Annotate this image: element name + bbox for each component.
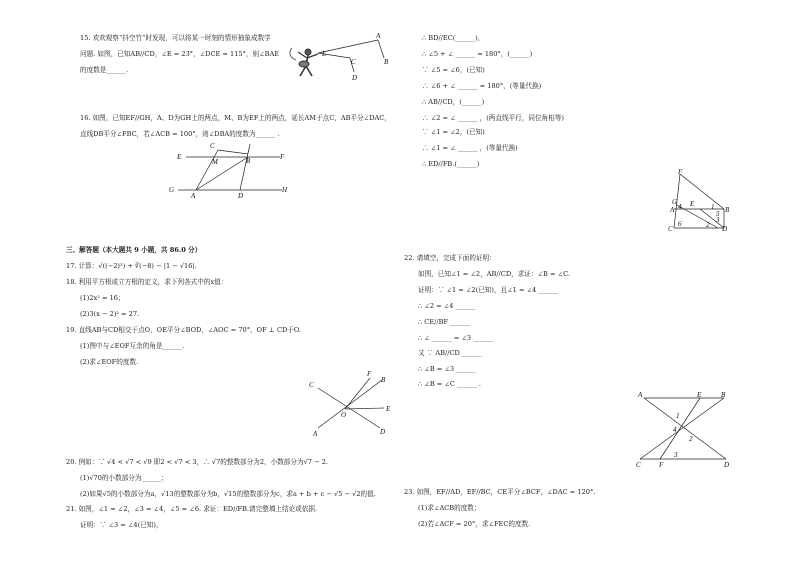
q21-label-2: 2	[706, 221, 710, 229]
q21-label-a: A	[670, 206, 675, 214]
q21-label-4: 4	[678, 203, 682, 211]
q21-label-e: E	[690, 200, 695, 208]
q22-step-6: ∴ ∠B = ∠3 ______	[418, 365, 476, 373]
q16-label-a: A	[191, 192, 196, 200]
q22-label-c: C	[636, 461, 641, 469]
q15-label-d: D	[352, 74, 358, 82]
q22-step-4: ∴ ∠ ______ = ∠3 ______	[418, 334, 494, 342]
q15-line1: 15. 欢欢观察“抖空竹”时发现，可以将某一时刻的情形抽象成数学	[80, 34, 271, 42]
q21-label-1: 1	[711, 203, 715, 211]
q16-label-h: H	[282, 186, 288, 194]
q16-line2: 直线DB平分∠FBC，若∠ACB = 100°，则∠DBA的度数为______ .	[80, 130, 280, 138]
q19-stem: 19. 直线AB与CD相交于点O，OE平分∠BOD，∠AOC = 70°，OF ⊥ CD于O.	[66, 326, 302, 334]
q17: 17. 计算：√((−2)²) + ∛(−8) − |1 − √16|.	[66, 262, 197, 270]
q21-label-b: B	[725, 206, 730, 214]
q16-line1: 16. 如图，已知EF//GH，A、D为GH上的两点，M、B为EF上的两点，延长AM于点C，AB平分∠DAC，	[80, 114, 391, 122]
q18-part1: (1)2x² = 16；	[80, 294, 125, 302]
q15-label-c: C	[351, 58, 356, 66]
q22-step-7: ∴ ∠B = ∠C ______ .	[418, 380, 482, 388]
q22-label-a: A	[638, 391, 643, 399]
q15-label-b: B	[384, 58, 389, 66]
player-illustration	[290, 48, 318, 76]
q21-step-9: ∴ ED//FB.(______)	[422, 160, 480, 168]
q21-label-6: 6	[678, 220, 682, 228]
q16-label-d: D	[238, 192, 244, 200]
q15-line3: 的度数是______.	[80, 66, 129, 74]
q22-step-2: ∴ ∠2 = ∠4 ______	[418, 302, 476, 310]
q21-step-4: ∴ ∠6 + ∠ ______ = 180°，(等量代换)	[422, 82, 542, 90]
q19-label-b: B	[381, 376, 386, 384]
q21-label-g: G	[672, 198, 678, 206]
section-3-heading: 三、解答题（本大题共 9 小题，共 86.0 分）	[66, 246, 202, 254]
q22-step-3: ∴ CE//BF ______	[418, 318, 470, 326]
q23-stem: 23. 如图，EF//AD，EF//BC，CE平分∠BCF，∠DAC = 120°.	[404, 488, 596, 496]
q20-stem: 20. 例如：∵ √4 < √7 < √9 即2 < √7 < 3，∴ √7的整数部分为2，小数部分为√7 − 2.	[66, 458, 328, 466]
q16-label-b: B	[246, 157, 251, 165]
q22-label-f: F	[659, 461, 664, 469]
q22-step-5: 又 ∵ AB//CD ______	[418, 349, 482, 357]
q22-stem: 22. 请填空，完成下面的证明：	[404, 254, 496, 262]
q21-label-f: F	[678, 168, 683, 176]
q19-label-d: D	[380, 428, 386, 436]
q16-label-g: G	[169, 186, 175, 194]
q19-label-o: O	[341, 411, 347, 419]
q19-label-c: C	[309, 381, 314, 389]
q22-label-1: 1	[676, 412, 680, 420]
q21-step-7: ∵ ∠1 = ∠2，(已知)	[422, 128, 485, 136]
q22-label-b: B	[721, 391, 726, 399]
q19-label-e: E	[386, 405, 391, 413]
q20-part2: (2)如果√5的小数部分为a，√13的整数部分为b，√15的整数部分为c，求a + b + c − √5 − √2的值.	[80, 490, 376, 498]
q22-label-4: 4	[673, 426, 677, 434]
q21-label-5: 5	[716, 210, 720, 218]
q15-line2: 问题. 如图，已知AB//CD，∠E = 23°，∠DCE = 115°，则∠BAE	[80, 50, 280, 58]
q21-step-5: ∴ AB//CD，(______)	[422, 98, 485, 106]
q21-proof-start: 证明：∵ ∠3 = ∠4(已知)，	[80, 521, 163, 529]
q16-label-f: F	[280, 153, 285, 161]
q18-part2: (2)3(x − 2)² = 27.	[80, 310, 140, 318]
q19-label-f: F	[367, 370, 372, 378]
q16-label-m: M	[212, 158, 218, 166]
q21-step-1: ∴ BD//EC(______)，	[422, 34, 485, 42]
q19-label-a: A	[313, 430, 318, 438]
q18-stem: 18. 利用平方根或立方根的定义，求下列各式中的x值：	[66, 278, 228, 286]
q15-label-e: E	[322, 50, 327, 58]
q21-label-c: C	[668, 225, 673, 233]
q23-part2: (2)若∠ACF = 20°，求∠FEC的度数.	[418, 520, 531, 528]
q19-part2: (2)求∠EOF的度数.	[80, 358, 139, 366]
q21-step-2: ∴ ∠5 + ∠ ______ = 180°，(______)	[422, 50, 533, 58]
q22-label-3: 3	[674, 451, 678, 459]
q23-part1: (1)求∠ACB的度数；	[418, 504, 481, 512]
q22-given: 如图，已知∠1 = ∠2，AB//CD，求证：∠B = ∠C.	[418, 270, 570, 278]
q22-label-d: D	[724, 461, 730, 469]
q21-label-d: D	[722, 225, 728, 233]
q21-step-3: ∵ ∠5 = ∠6，(已知)	[422, 66, 485, 74]
q15-label-a: A	[376, 32, 381, 40]
q22-label-2: 2	[689, 435, 693, 443]
q19-part1: (1)图中与∠EOF互余的角是______.	[80, 342, 185, 350]
q16-label-e: E	[177, 153, 182, 161]
q21-stem: 21. 如图，∠1 = ∠2，∠3 = ∠4，∠5 = ∠6. 求证：ED//FB.请完整填上结论或依据.	[66, 505, 318, 513]
q21-step-6: ∴ ∠2 = ∠ ______ ，(两直线平行，同位角相等)	[422, 114, 564, 122]
q20-part1: (1)√70的小数部分为______；	[80, 474, 168, 482]
q16-label-c: C	[210, 142, 215, 150]
q22-step-1: 证明：∵ ∠1 = ∠2(已知)，且∠1 = ∠4 ______	[418, 286, 559, 294]
q22-label-e: E	[697, 391, 702, 399]
q21-step-8: ∴ ∠1 = ∠ ______ ，(等量代换)	[422, 144, 518, 152]
q21-label-3: 3	[716, 216, 720, 224]
